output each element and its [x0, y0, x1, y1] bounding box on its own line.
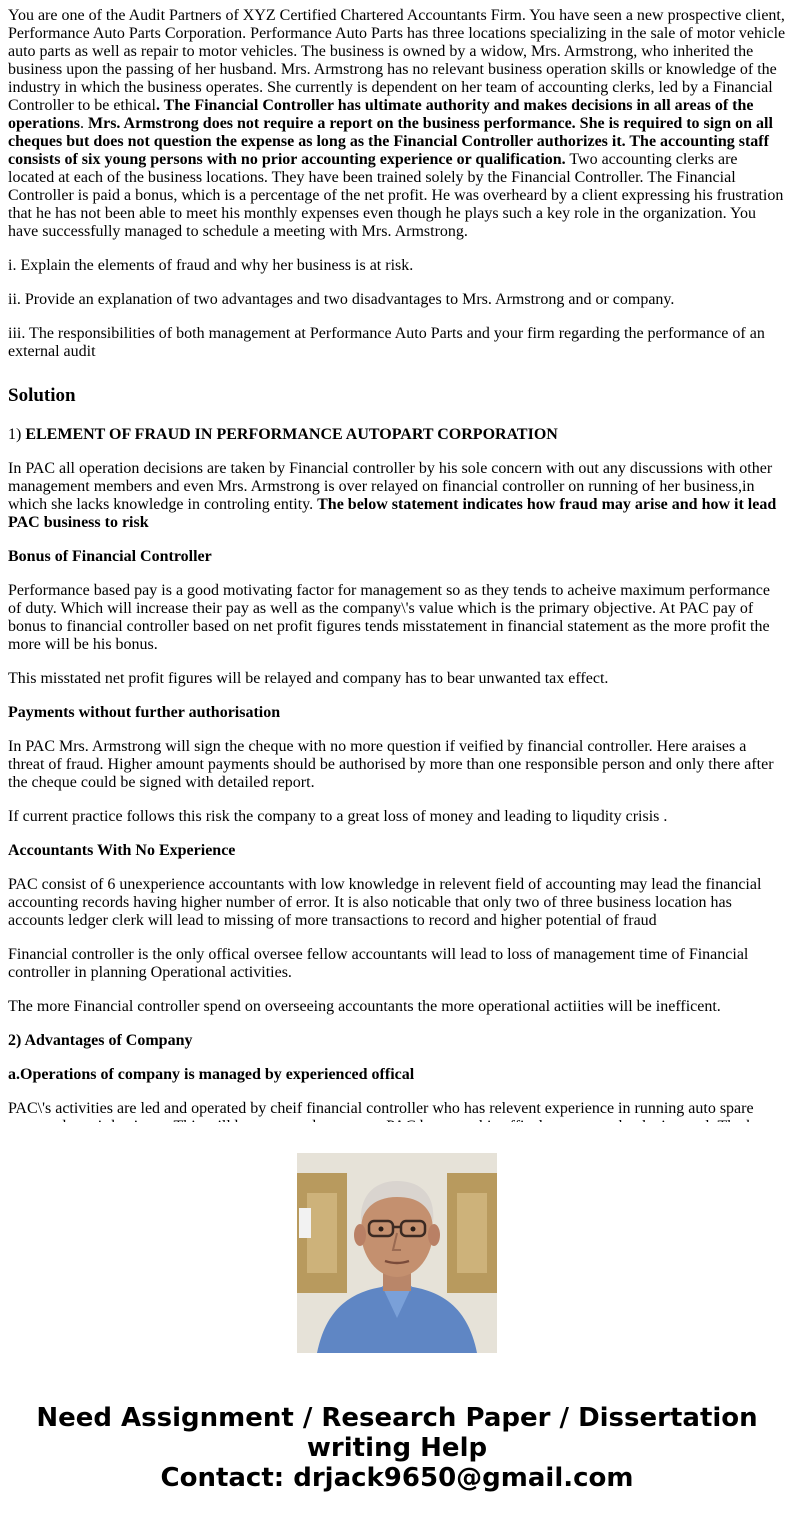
section-1-paragraph: In PAC all operation decisions are taken by Financial controller by his sole concern with out any discussions with other management members and even Mrs. Armstrong is over relayed on financial controller on running of her business,in which she lacks knowledge in controling entity. The below statement indicates how fraud may arise and how it lead PAC business to risk	[8, 460, 777, 531]
accountants-paragraph-2: Financial controller is the only offical oversee fellow accountants will lead to loss of management time of Financial controller in planning Operational activities.	[8, 946, 749, 981]
advantages-heading: 2) Advantages of Company	[8, 1032, 193, 1049]
payments-paragraph-1: In PAC Mrs. Armstrong will sign the cheque with no more question if veified by financial controller. Here araises a threat of fraud. Higher amount payments should be authorised by more than one responsible person and only there after the cheque could be signed with detailed report.	[8, 738, 774, 791]
payments-heading: Payments without further authorisation	[8, 704, 281, 721]
promo-footer	[0, 1122, 794, 1523]
question-intro: You are one of the Audit Partners of XYZ Certified Chartered Accountants Firm. You have seen a new prospective client, Performance Auto Parts Corporation. Performance Auto Parts has three locations specializing in the sale of motor vehicle auto parts as well as repair to motor vehicles. The business is owned by a widow, Mrs. Armstrong, who inherited the business upon the passing of her husband. Mrs. Armstrong has no relevant business operation skills or knowledge of the industry in which the business operates. She currently is dependent on her team of accounting clerks, led by a Financial Controller to be ethical. The Financial Controller has ultimate authority and makes decisions in all areas of the operations. Mrs. Armstrong does not require a report on the business performance. She is required to sign on all cheques but does not question the expense as long as the Financial Controller authorizes it. The accounting staff consists of six young persons with no prior accounting experience or qualification. Two accounting clerks are located at each of the business locations. They have been trained solely by the Financial Controller. The Financial Controller is paid a bonus, which is a percentage of the net profit. He was overheard by a client expressing his frustration that he has not been able to meet his monthly expenses even though he plays such a key role in the organization. You have successfully managed to schedule a meeting with Mrs. Armstrong.	[8, 7, 786, 240]
accountants-paragraph-3: The more Financial controller spend on overseeing accountants the more operational actiities will be inefficent.	[8, 998, 721, 1015]
promo-text	[0, 1403, 794, 1493]
advantage-a-paragraph: PAC\'s activities are led and operated by cheif financial controller who has relevent experience in running auto spare	[8, 1100, 754, 1117]
promo-line-2: writing Help	[306, 1433, 488, 1463]
promo-contact: Contact: drjack9650@gmail.com	[160, 1463, 634, 1493]
accountants-heading: Accountants With No Experience	[8, 842, 236, 859]
section-1-title: 1) ELEMENT OF FRAUD IN PERFORMANCE AUTOPART CORPORATION	[8, 426, 558, 443]
payments-paragraph-2: If current practice follows this risk the company to a great loss of money and leading to liqudity crisis .	[8, 808, 668, 825]
document-body	[8, 0, 786, 1122]
bonus-heading: Bonus of Financial Controller	[8, 548, 212, 565]
person-photo-icon	[297, 1153, 497, 1353]
bonus-paragraph-2: This misstated net profit figures will be relayed and company has to bear unwanted tax effect.	[8, 670, 609, 687]
promo-line-1: Need Assignment / Research Paper / Dissertation	[36, 1403, 758, 1433]
solution-heading: Solution	[8, 385, 76, 406]
question-part-iii: iii. The responsibilities of both management at Performance Auto Parts and your firm regarding the performance of an external audit	[8, 325, 765, 360]
bonus-paragraph-1: Performance based pay is a good motivating factor for management so as they tends to acheive maximum performance of duty. Which will increase their pay as well as the company\'s value which is the primary objective. At PAC pay of bonus to financial controller based on net profit figures tends misstatement in financial statement as the more profit the more will be his bonus.	[8, 582, 770, 653]
question-part-ii: ii. Provide an explanation of two advantages and two disadvantages to Mrs. Armstrong and or company.	[8, 291, 675, 308]
advantage-a-heading: a.Operations of company is managed by experienced offical	[8, 1066, 415, 1083]
accountants-paragraph-1: PAC consist of 6 unexperience accountants with low knowledge in relevent field of accounting may lead the financial accounting records having higher number of error. It is also noticable that only two of three business location has accounts ledger clerk will lead to missing of more transactions to record and higher potential of fraud	[8, 876, 762, 929]
question-part-i: i. Explain the elements of fraud and why her business is at risk.	[8, 257, 414, 274]
avatar	[297, 1153, 497, 1353]
